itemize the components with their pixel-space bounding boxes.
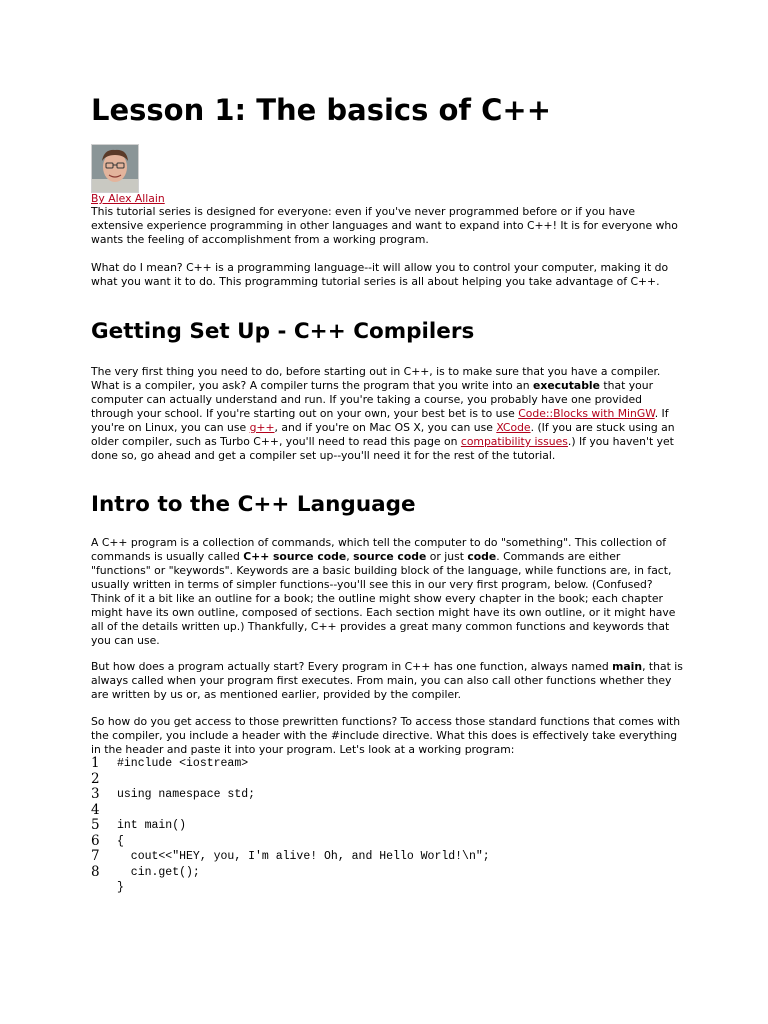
author-link[interactable]: By Alex Allain bbox=[91, 192, 165, 205]
code-line bbox=[91, 803, 691, 819]
code-line bbox=[91, 787, 691, 803]
section-heading-setup: Getting Set Up - C++ Compilers bbox=[91, 319, 475, 344]
line-number: 3 bbox=[91, 786, 100, 802]
code-line bbox=[91, 849, 691, 865]
code-line bbox=[91, 880, 691, 896]
code-text: #include <iostream> bbox=[117, 757, 249, 770]
line-number: 4 bbox=[91, 801, 100, 818]
code-line bbox=[91, 834, 691, 850]
xcode-link[interactable]: XCode bbox=[496, 421, 531, 434]
code-listing bbox=[91, 756, 691, 896]
gpp-link[interactable]: g++ bbox=[249, 421, 275, 434]
code-line bbox=[91, 772, 691, 788]
language-paragraph-1: A C++ program is a collection of commands, which tell the computer to do "something". This collection of commands is usually called C++ source code, source code or just code. Commands are either "functions" or "keywords". Keywords are a basic building block of the language, while functions are, in fact, usually written in terms of simpler functions--you'll see this in our very first program, below. (Confused? Think of it a bit like an outline for a book; the outline might show every chapter in the book; each chapter might have its own outline, composed of sections. Each section might have its own outline, or it might have all of the details written up.) Thankfully, C++ provides a great many common functions and keywords that you can use. bbox=[91, 536, 676, 647]
code-text: int main() bbox=[117, 819, 187, 832]
intro-paragraph-1: This tutorial series is designed for everyone: even if you've never programmed before or if you have extensive experience programming in other languages and want to expand into C++! It is for everyone who wants the feeling of accomplishment from a working program. bbox=[91, 205, 678, 246]
compatibility-issues-link[interactable]: compatibility issues bbox=[460, 435, 568, 448]
setup-paragraph: The very first thing you need to do, before starting out in C++, is to make sure that you have a compiler. What is a compiler, you ask? A compiler turns the program that you write into an executable that your computer can actually understand and run. If you're taking a course, you probably have one provided through your school. If you're starting out on your own, your best bet is to use Code::Blocks with MinGW. If you're on Linux, you can use g++, and if you're on Mac OS X, you can use XCode. (If you are stuck using an older compiler, such as Turbo C++, you'll need to read this page on compatibility issues.) If you haven't yet done so, go ahead and get a compiler set up--you'll need it for the rest of the tutorial. bbox=[91, 365, 675, 462]
line-number: 6 bbox=[91, 832, 100, 849]
section-heading-language: Intro to the C++ Language bbox=[91, 492, 416, 517]
page-title: Lesson 1: The basics of C++ bbox=[91, 93, 551, 127]
codeblocks-link[interactable]: Code::Blocks with MinGW bbox=[518, 407, 655, 420]
language-paragraph-2: But how does a program actually start? Every program in C++ has one function, always named main, that is always called when your program first executes. From main, you can also call other functions whether they are written by us or, as mentioned earlier, provided by the compiler. bbox=[91, 660, 683, 701]
code-text: cout<<"HEY, you, I'm alive! Oh, and Hello World!\n"; bbox=[117, 850, 490, 863]
line-number: 7 bbox=[91, 848, 100, 864]
line-number: 1 bbox=[91, 755, 100, 771]
code-text: } bbox=[117, 881, 124, 894]
code-text: cin.get(); bbox=[117, 865, 200, 879]
intro-paragraph-2: What do I mean? C++ is a programming language--it will allow you to control your computer, making it do what you want it to do. This programming tutorial series is all about helping you take advantage of C++. bbox=[91, 261, 669, 288]
line-number: 2 bbox=[91, 770, 100, 787]
code-text: using namespace std; bbox=[117, 788, 256, 801]
code-line bbox=[91, 818, 691, 834]
author-avatar bbox=[91, 144, 139, 193]
line-number: 5 bbox=[91, 817, 100, 833]
author-byline bbox=[91, 192, 165, 206]
executable-term: executable bbox=[533, 379, 600, 392]
language-paragraph-3: So how do you get access to those prewritten functions? To access those standard functions that comes with the compiler, you include a header with the #include directive. What this does is effectively take everything in the header and paste it into your program. Let's look at a working program: bbox=[91, 715, 681, 756]
line-number: 8 bbox=[91, 863, 100, 880]
code-line bbox=[91, 865, 691, 881]
code-line bbox=[91, 756, 691, 772]
code-text: { bbox=[117, 834, 124, 848]
